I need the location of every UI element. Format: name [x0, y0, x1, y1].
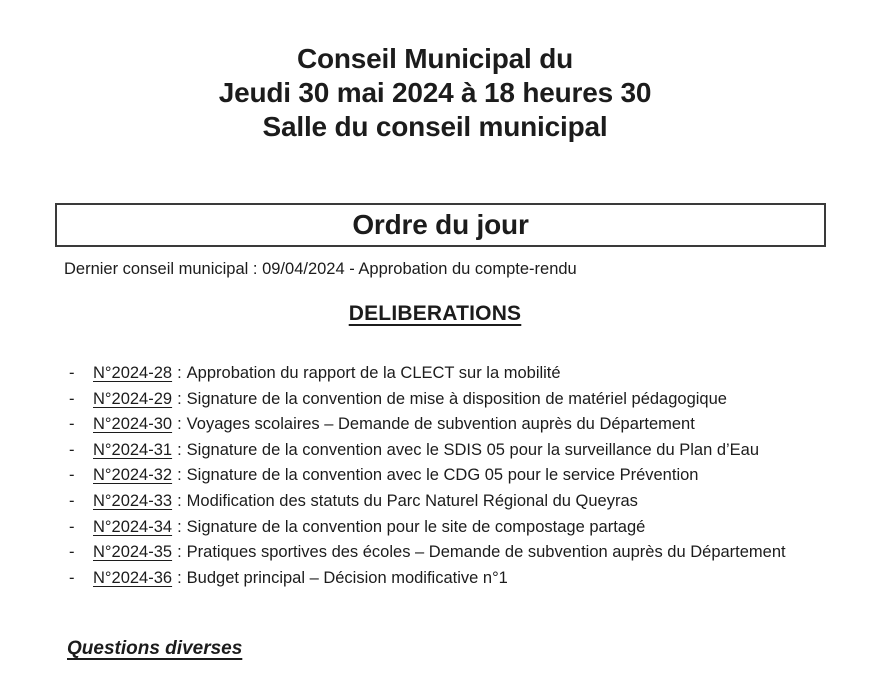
dash-bullet: - [69, 415, 75, 434]
title-line-1: Conseil Municipal du [296, 43, 573, 74]
deliberation-ref: N°2024-31 [93, 440, 173, 459]
agenda-title: Ordre du jour [352, 209, 529, 240]
deliberations-heading: DELIBERATIONS [348, 302, 522, 325]
dash-bullet: - [69, 517, 75, 536]
ref-separator: : [177, 543, 182, 562]
deliberations-list [69, 361, 840, 591]
agenda-item-2024-33 [69, 489, 840, 515]
deliberation-text: Pratiques sportives des écoles – Demande de subvention auprès du Département [186, 543, 786, 562]
deliberation-ref: N°2024-33 [93, 491, 173, 510]
deliberation-text: Voyages scolaires – Demande de subvention auprès du Département [186, 415, 695, 434]
ref-separator: : [177, 389, 182, 408]
agenda-item-2024-30 [69, 412, 840, 438]
agenda-item-2024-29 [69, 387, 840, 413]
deliberation-text: Signature de la convention avec le CDG 05 pour le service Prévention [186, 466, 699, 485]
deliberation-text: Approbation du rapport de la CLECT sur la mobilité [186, 364, 561, 382]
deliberation-text: Signature de la convention de mise à disposition de matériel pédagogique [186, 389, 727, 408]
deliberation-text: Budget principal – Décision modificative n°1 [186, 568, 508, 587]
title-line-2: Jeudi 30 mai 2024 à 18 heures 30 [218, 77, 652, 108]
ref-separator: : [177, 364, 182, 382]
agenda-item-2024-32 [69, 463, 840, 489]
deliberation-ref: N°2024-29 [93, 389, 173, 408]
deliberation-ref: N°2024-30 [93, 415, 173, 434]
deliberation-text: Modification des statuts du Parc Naturel Régional du Queyras [186, 491, 638, 510]
agenda-item-2024-34 [69, 515, 840, 541]
ref-separator: : [177, 517, 182, 536]
deliberation-text: Signature de la convention pour le site de compostage partagé [186, 517, 646, 536]
title-line-3: Salle du conseil municipal [262, 111, 608, 142]
questions-diverses-heading: Questions diverses [67, 638, 243, 659]
agenda-item-2024-35 [69, 540, 840, 566]
dash-bullet: - [69, 364, 75, 382]
ref-separator: : [177, 491, 182, 510]
dash-bullet: - [69, 568, 75, 587]
agenda-item-2024-31 [69, 438, 840, 464]
agenda-item-2024-36 [69, 566, 840, 592]
ref-separator: : [177, 440, 182, 459]
dash-bullet: - [69, 543, 75, 562]
deliberation-text: Signature de la convention avec le SDIS 05 pour la surveillance du Plan d’Eau [186, 440, 760, 459]
ref-separator: : [177, 568, 182, 587]
previous-council-note: Dernier conseil municipal : 09/04/2024 - Approbation du compte-rendu [64, 260, 577, 278]
dash-bullet: - [69, 466, 75, 485]
deliberation-ref: N°2024-32 [93, 466, 173, 485]
deliberation-ref: N°2024-34 [93, 517, 173, 536]
document-title [0, 42, 870, 144]
dash-bullet: - [69, 440, 75, 459]
ref-separator: : [177, 415, 182, 434]
dash-bullet: - [69, 491, 75, 510]
agenda-title-box [55, 203, 826, 247]
deliberation-ref: N°2024-35 [93, 543, 173, 562]
agenda-item-2024-28 [69, 361, 840, 387]
dash-bullet: - [69, 389, 75, 408]
deliberation-ref: N°2024-36 [93, 568, 173, 587]
ref-separator: : [177, 466, 182, 485]
deliberation-ref: N°2024-28 [93, 364, 173, 382]
